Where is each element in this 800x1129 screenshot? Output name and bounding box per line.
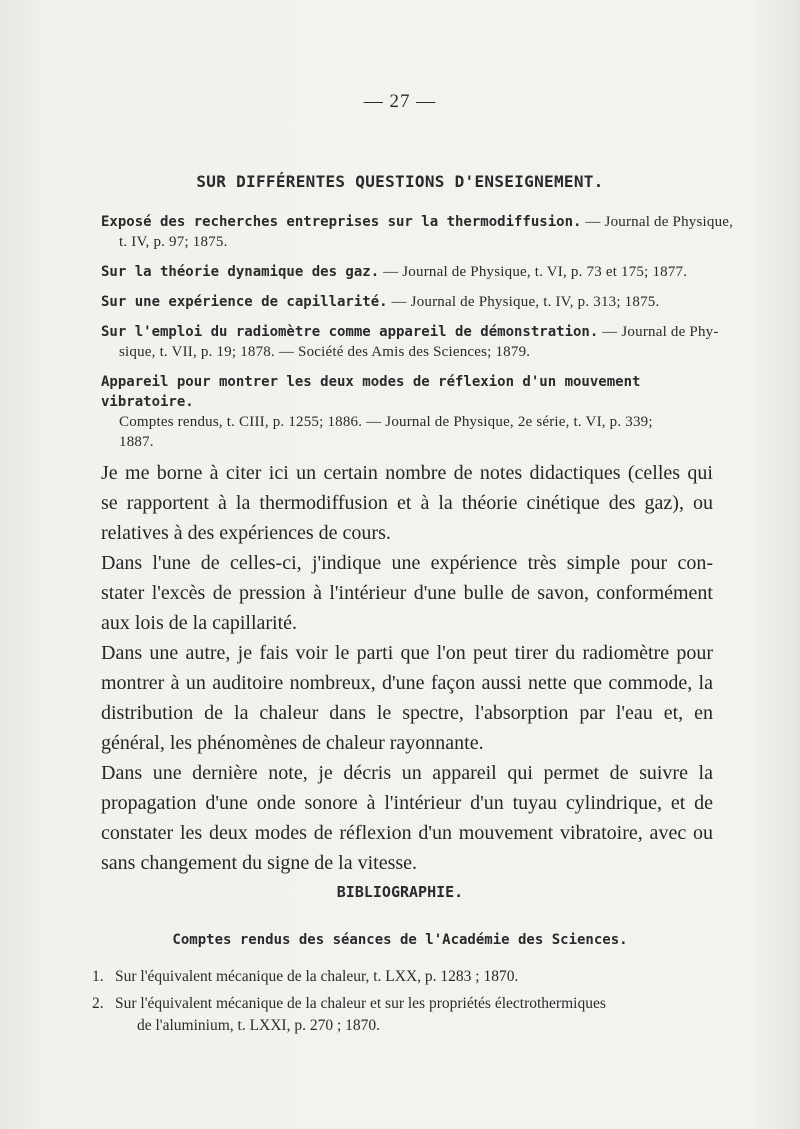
reference-item: [101, 372, 741, 452]
bibliography-item: [92, 966, 742, 988]
reference-item: [101, 212, 741, 252]
body-line: Dans une dernière note, je décris un appareil qui permet de suivre la: [101, 762, 713, 784]
reference-citation-continued: t. IV, p. 97; 1875.: [119, 234, 228, 250]
body-line: stater l'excès de pression à l'intérieur d'une bulle de savon, conformément: [101, 582, 713, 604]
reference-item: [101, 262, 741, 282]
body-line: Dans l'une de celles-ci, j'indique une expérience très simple pour con-: [101, 552, 713, 574]
body-line: aux lois de la capillarité.: [101, 612, 298, 634]
reference-title: Sur l'emploi du radiomètre comme appareil de démonstration.: [101, 324, 599, 340]
reference-title: Exposé des recherches entreprises sur la thermodiffusion.: [101, 214, 582, 230]
body-line: distribution de la chaleur dans le spectre, l'absorption par l'eau et, en: [101, 702, 713, 724]
bibliography-number: 2.: [92, 995, 104, 1012]
bibliography-list: [92, 966, 742, 1042]
reference-citation-continued: sique, t. VII, p. 19; 1878. — Société des Amis des Sciences; 1879.: [119, 344, 531, 360]
reference-title: Sur une expérience de capillarité.: [101, 294, 388, 310]
reference-citation-continued: 1887.: [119, 434, 154, 450]
bibliography-title: BIBLIOGRAPHIE.: [336, 883, 464, 901]
body-line: sans changement du signe de la vitesse.: [101, 852, 418, 874]
reference-citation: — Journal de Phy-: [598, 324, 719, 340]
body-line: relatives à des expériences de cours.: [101, 522, 391, 544]
reference-title: Sur la théorie dynamique des gaz.: [101, 264, 380, 280]
bibliography-text: Sur l'équivalent mécanique de la chaleur et sur les propriétés électrothermiques: [115, 995, 606, 1012]
page-number: — 27 —: [363, 91, 437, 112]
bibliography-item: [92, 993, 742, 1037]
reference-list: [101, 212, 741, 462]
bibliography-text: Sur l'équivalent mécanique de la chaleur, t. LXX, p. 1283 ; 1870.: [115, 968, 519, 985]
section-title: SUR DIFFÉRENTES QUESTIONS D'ENSEIGNEMENT.: [196, 172, 604, 191]
reference-item: [101, 292, 741, 312]
reference-citation: — Journal de Physique,: [581, 214, 734, 230]
body-line: se rapportent à la thermodiffusion et à la théorie cinétique des gaz), ou: [101, 492, 713, 514]
body-line: Je me borne à citer ici un certain nombre de notes didactiques (celles qui: [101, 462, 713, 484]
body-line: propagation d'une onde sonore à l'intérieur d'un tuyau cylindrique, et de: [101, 792, 713, 814]
body-text: [101, 458, 713, 878]
body-line: montrer à un auditoire nombreux, d'une façon aussi nette que commode, la: [101, 672, 713, 694]
bibliography-subtitle: Comptes rendus des séances de l'Académie des Sciences.: [172, 932, 628, 948]
reference-item: [101, 322, 741, 362]
bibliography-text-continued: de l'aluminium, t. LXXI, p. 270 ; 1870.: [137, 1017, 381, 1034]
reference-citation: — Journal de Physique, t. VI, p. 73 et 175; 1877.: [379, 264, 688, 280]
body-line: constater les deux modes de réflexion d'un mouvement vibratoire, avec ou: [101, 822, 713, 844]
body-line: général, les phénomènes de chaleur rayonnante.: [101, 732, 484, 754]
reference-citation: — Journal de Physique, t. IV, p. 313; 1875.: [387, 294, 660, 310]
reference-title: Appareil pour montrer les deux modes de réflexion d'un mouvement vibratoire.: [101, 374, 641, 410]
body-line: Dans une autre, je fais voir le parti que l'on peut tirer du radiomètre pour: [101, 642, 713, 664]
bibliography-number: 1.: [92, 968, 104, 985]
reference-citation-continued: Comptes rendus, t. CIII, p. 1255; 1886. — Journal de Physique, 2e série, t. VI, p. 339;: [119, 414, 653, 430]
